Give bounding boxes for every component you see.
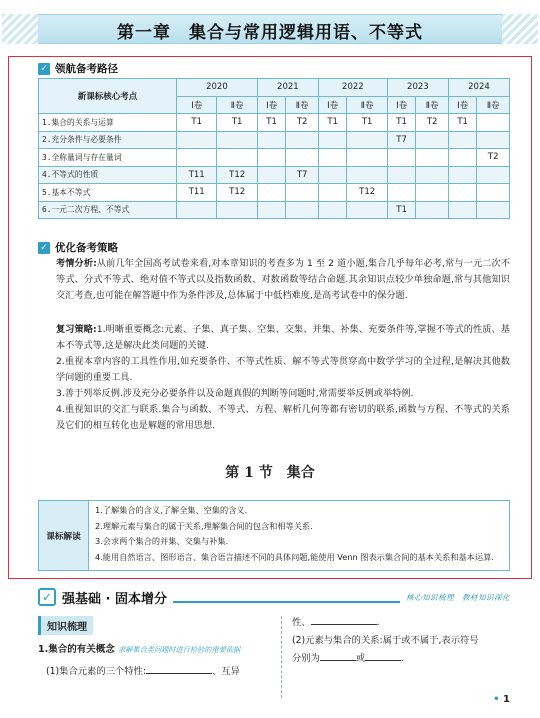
table-cell — [318, 149, 347, 167]
right-line-1-suffix: . — [376, 617, 380, 628]
table-cell: T2 — [416, 114, 449, 132]
table-cell: T1 — [177, 114, 217, 132]
chapter-header — [0, 6, 540, 50]
table-row — [39, 131, 510, 149]
table-row — [39, 201, 510, 219]
table-cell: T2 — [477, 149, 510, 167]
paper-header: Ⅱ卷 — [416, 96, 449, 114]
row-label: 4.不等式的性质 — [39, 166, 177, 184]
table-cell — [257, 131, 286, 149]
right-line-2: (2)元素与集合的关系:属于或不属于,表示符号 — [292, 635, 479, 646]
year-header: 2023 — [387, 79, 448, 97]
table-cell — [416, 201, 449, 219]
review-point-3: 3.善于列举反例.涉及充分必要条件以及命题真假的判断等问题时,常需要举反例或举特例. — [56, 388, 414, 399]
table-cell: T1 — [448, 114, 477, 132]
table-cell — [477, 131, 510, 149]
year-header: 2021 — [257, 79, 318, 97]
table-cell: T1 — [387, 114, 416, 132]
column-divider — [281, 616, 282, 698]
paper-header: Ⅰ卷 — [318, 96, 347, 114]
table-cell — [477, 201, 510, 219]
table-cell — [477, 114, 510, 132]
table-cell — [347, 201, 387, 219]
table-cell — [387, 166, 416, 184]
table-cell — [387, 184, 416, 202]
knowledge-item-1-title: 1.集合的有关概念 — [38, 644, 115, 655]
knowledge-right-column — [292, 614, 512, 668]
paper-header: Ⅰ卷 — [257, 96, 286, 114]
banner-divider — [173, 601, 400, 603]
knowledge-tab: 知识梳理 — [38, 616, 93, 635]
table-cell — [347, 149, 387, 167]
table-cell: T1 — [318, 114, 347, 132]
table-cell — [217, 131, 257, 149]
curriculum-items — [89, 501, 500, 570]
route-heading — [38, 61, 118, 76]
table-cell — [318, 166, 347, 184]
fill-blank[interactable] — [311, 615, 377, 625]
paper-header: Ⅱ卷 — [217, 96, 257, 114]
table-cell — [286, 184, 319, 202]
paper-header: Ⅰ卷 — [448, 96, 477, 114]
review-point-2: 2.重视本章内容的工具性作用,如充要条件、不等式性质、解不等式等贯穿高中数学学习的全过程,是解决其他数学问题的重要工具. — [56, 356, 510, 383]
table-row — [39, 184, 510, 202]
review-paragraph — [38, 322, 510, 434]
table-cell — [477, 166, 510, 184]
section-marker-icon: ✓ — [38, 63, 50, 75]
foundation-banner — [38, 586, 510, 608]
line1-prefix: (1)集合元素的三个特性: — [46, 666, 146, 677]
year-header: 2024 — [448, 79, 509, 97]
knowledge-item-1-note: 求解集合类问题时进行检验的重要依据 — [118, 645, 241, 654]
table-cell — [286, 149, 319, 167]
table-cell — [416, 184, 449, 202]
table-cell: T12 — [217, 166, 257, 184]
exam-point-table — [38, 78, 510, 219]
checkmark-icon: ✓ — [38, 588, 56, 606]
table-cell: T7 — [286, 166, 319, 184]
table-cell: T1 — [347, 114, 387, 132]
table-cell — [257, 166, 286, 184]
right-line-3-suffix: . — [401, 653, 405, 664]
table-cell — [217, 201, 257, 219]
table-cell — [177, 131, 217, 149]
right-line-3 — [292, 650, 512, 668]
table-cell — [347, 131, 387, 149]
fill-blank[interactable] — [146, 664, 212, 674]
table-cell — [416, 149, 449, 167]
page-number: • 1 — [493, 694, 510, 705]
analysis-label: 考情分析: — [56, 258, 97, 269]
table-row — [39, 166, 510, 184]
route-heading-text: 领航备考路径 — [55, 63, 118, 75]
curriculum-label: 课标解读 — [39, 501, 89, 570]
fill-blank[interactable] — [365, 651, 401, 661]
analysis-paragraph — [38, 256, 510, 304]
table-row — [39, 114, 510, 132]
table-cell: T11 — [177, 184, 217, 202]
table-cell — [286, 131, 319, 149]
table-cell — [318, 131, 347, 149]
table-cell: T1 — [217, 114, 257, 132]
chapter-title: 第一章 集合与常用逻辑用语、不等式 — [117, 23, 423, 43]
row-label: 6.一元二次方程、不等式 — [39, 201, 177, 219]
curriculum-item: 3.会求两个集合的并集、交集与补集. — [95, 536, 229, 546]
review-point-1: 1.明晰重要概念:元素、子集、真子集、空集、交集、并集、补集、充要条件等,掌握不等式的性质、基本不等式等,这是解决此类问题的关键. — [56, 324, 510, 351]
table-cell — [387, 149, 416, 167]
table-cell — [416, 131, 449, 149]
table-cell — [448, 201, 477, 219]
curriculum-item: 2.理解元素与集合的属于关系,理解集合间的包含和相等关系. — [95, 520, 313, 531]
table-cell: T12 — [347, 184, 387, 202]
right-line-3-prefix: 分别为 — [292, 653, 320, 664]
table-cell: T1 — [387, 201, 416, 219]
row-label: 2.充分条件与必要条件 — [39, 131, 177, 149]
table-cell — [477, 184, 510, 202]
fill-blank[interactable] — [320, 651, 356, 661]
knowledge-line-1 — [38, 663, 274, 677]
table-cell: T7 — [387, 131, 416, 149]
table-cell — [257, 201, 286, 219]
paper-header: Ⅱ卷 — [347, 96, 387, 114]
table-cell — [257, 184, 286, 202]
knowledge-left-column — [38, 616, 274, 677]
page-number-text: 1 — [503, 694, 510, 705]
paper-header: Ⅰ卷 — [177, 96, 217, 114]
table-cell — [448, 166, 477, 184]
table-cell — [217, 149, 257, 167]
table-cell — [416, 166, 449, 184]
analysis-text: 从前几年全国高考试卷来看,对本章知识的考查多为 1 至 2 道小题,集合几乎每年必考,常与一元二次不等式、分式不等式、绝对值不等式以及指数函数、对数函数等结合命题.其余知识点较少单独命题,常与其他知识交汇考查,也可能在解答题中作为条件涉及,总体属于中低档难度,是高考试卷中的保分题. — [56, 258, 510, 301]
section-title: 第 1 节 集合 — [225, 465, 315, 481]
curriculum-box — [38, 500, 510, 571]
table-cell — [318, 201, 347, 219]
table-corner: 新课标核心考点 — [39, 79, 177, 114]
table-cell — [177, 149, 217, 167]
curriculum-item: 4.能用自然语言、图形语言、集合语言描述不同的具体问题,能使用 Venn 图表示集合间的基本关系和基本运算. — [95, 551, 494, 562]
table-cell — [177, 201, 217, 219]
line1-suffix: 、互异 — [211, 666, 240, 677]
right-line-1 — [292, 614, 512, 632]
table-cell: T12 — [217, 184, 257, 202]
table-cell: T1 — [257, 114, 286, 132]
row-label: 5.基本不等式 — [39, 184, 177, 202]
strategy-heading — [38, 240, 118, 255]
paper-header: Ⅱ卷 — [477, 96, 510, 114]
table-cell — [286, 201, 319, 219]
table-cell — [448, 149, 477, 167]
strategy-heading-text: 优化备考策略 — [55, 242, 118, 254]
row-label: 1.集合的关系与运算 — [39, 114, 177, 132]
knowledge-item-1 — [38, 641, 274, 655]
table-cell: T11 — [177, 166, 217, 184]
curriculum-item: 1.了解集合的含义,了解全集、空集的含义. — [95, 505, 248, 515]
right-line-1-prefix: 性、 — [292, 617, 311, 628]
table-cell — [448, 131, 477, 149]
review-point-4: 4.重视知识的交汇与联系.集合与函数、不等式、方程、解析几何等都有密切的联系,函数与方程、不等式的关系及它们的相互转化也是解题的常用思想. — [56, 404, 510, 431]
table-cell — [347, 166, 387, 184]
table-cell — [257, 149, 286, 167]
review-label: 复习策略: — [56, 324, 97, 335]
year-header: 2022 — [318, 79, 387, 97]
banner-title: 强基础 · 固本增分 — [62, 591, 167, 607]
row-label: 3.全称量词与存在量词 — [39, 149, 177, 167]
table-cell: T2 — [286, 114, 319, 132]
table-cell — [318, 184, 347, 202]
table-row — [39, 149, 510, 167]
section-marker-icon: ✓ — [38, 242, 50, 254]
table-cell — [448, 184, 477, 202]
paper-header: Ⅱ卷 — [286, 96, 319, 114]
year-header: 2020 — [177, 79, 258, 97]
paper-header: Ⅰ卷 — [387, 96, 416, 114]
banner-tags: 核心知识梳理 教材知识深化 — [406, 592, 510, 602]
right-line-3-mid: 或 — [355, 653, 366, 664]
